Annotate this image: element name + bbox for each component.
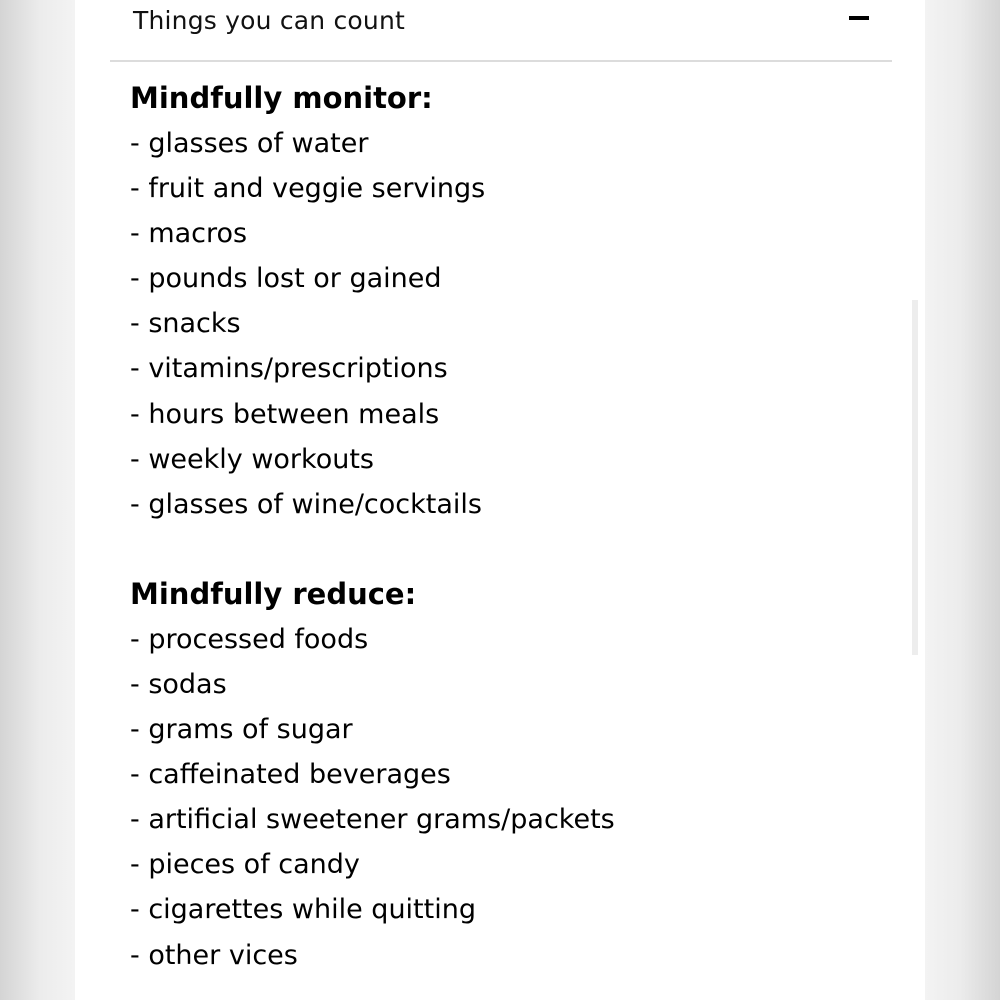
list-item: - hours between meals (130, 398, 440, 430)
section-heading-monitor: Mindfully monitor: (130, 81, 433, 115)
list-item: - artificial sweetener grams/packets (130, 804, 615, 836)
list-item: - glasses of wine/cocktails (130, 488, 482, 520)
list-item: - sodas (130, 668, 227, 700)
list-item: - macros (130, 218, 248, 250)
list-item: - grams of sugar (130, 714, 353, 746)
list-item: - processed foods (130, 623, 369, 655)
content-panel (75, 0, 925, 1000)
list-item: - pieces of candy (130, 849, 360, 881)
list-item: - glasses of water (130, 128, 369, 159)
scrollbar-track[interactable] (912, 300, 918, 655)
reduce-list (130, 617, 890, 978)
monitor-list (130, 121, 890, 527)
list-item: - fruit and veggie servings (130, 173, 486, 205)
accordion-title: Things you can count (133, 6, 406, 35)
accordion-content (130, 76, 890, 978)
list-item: - weekly workouts (130, 443, 374, 475)
list-item: - pounds lost or gained (130, 263, 442, 295)
minus-icon[interactable] (848, 8, 870, 28)
list-item: - vitamins/prescriptions (130, 353, 448, 385)
accordion-header[interactable] (110, 0, 892, 62)
list-item: - cigarettes while quitting (130, 894, 476, 926)
list-item: - caffeinated beverages (130, 759, 451, 791)
list-item: - other vices (130, 939, 298, 971)
list-item: - snacks (130, 308, 241, 340)
section-spacer (130, 527, 890, 572)
section-heading-reduce: Mindfully reduce: (130, 576, 417, 611)
